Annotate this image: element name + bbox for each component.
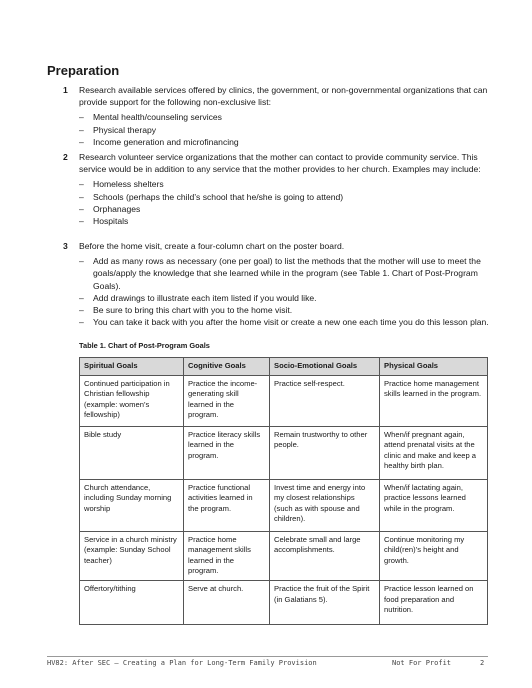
table-cell: Practice lesson learned on food preparation and nutrition. bbox=[380, 580, 488, 624]
goals-table bbox=[79, 357, 488, 625]
sub-list-item: – Schools (perhaps the child’s school that he/she is going to attend) bbox=[79, 191, 344, 202]
sub-list bbox=[79, 255, 489, 328]
item-number: 3 bbox=[63, 241, 68, 251]
sub-list-item: – Add drawings to illustrate each item listed if you would like. bbox=[79, 292, 317, 303]
table-cell: Practice the income-generating skill learned in the program. bbox=[184, 375, 270, 426]
table-row bbox=[80, 426, 488, 479]
sub-list bbox=[79, 178, 489, 227]
table-cell: Invest time and energy into my closest relationships (such as with spouse and children). bbox=[270, 479, 380, 531]
table-row bbox=[80, 375, 488, 426]
sub-list bbox=[79, 111, 489, 148]
item-text: Before the home visit, create a four-column chart on the poster board. bbox=[79, 241, 345, 251]
table-cell: Practice self-respect. bbox=[270, 375, 380, 426]
table-cell: Serve at church. bbox=[184, 580, 270, 624]
page-number: 2 bbox=[480, 659, 485, 667]
sub-list-item: – Homeless shelters bbox=[79, 179, 164, 190]
item-number: 1 bbox=[63, 85, 68, 95]
item-text: Research volunteer service organizations that the mother can contact to provide community service. This service would be in addition to any service that the mother provides to her church. Examples may include: bbox=[79, 152, 481, 175]
column-header: Spiritual Goals bbox=[80, 358, 184, 376]
table-row bbox=[80, 531, 488, 580]
footer-notice: Not For Profit bbox=[392, 659, 452, 667]
sub-list-item: – Mental health/counseling services bbox=[79, 112, 222, 123]
table-cell: Practice functional activities learned in the program. bbox=[184, 479, 270, 531]
sub-list-item: – Hospitals bbox=[79, 216, 129, 227]
sub-list-item: – Physical therapy bbox=[79, 124, 157, 135]
table-cell: Service in a church ministry (example: Sunday School teacher) bbox=[80, 531, 184, 580]
table-row bbox=[80, 479, 488, 531]
table-cell: When/if lactating again, practice lessons learned while in the program. bbox=[380, 479, 488, 531]
table-cell: Remain trustworthy to other people. bbox=[270, 426, 380, 479]
table-cell: Bible study bbox=[80, 426, 184, 479]
sub-list-item: – Add as many rows as necessary (one per goal) to list the methods that the mother will use to meet the goals/apply the knowledge that she learned while in the program (see Table 1. Chart of Post-Program Goals). bbox=[79, 256, 481, 291]
sub-list-item: – Income generation and microfinancing bbox=[79, 136, 239, 147]
sub-list-item: – Be sure to bring this chart with you to the home visit. bbox=[79, 305, 293, 316]
sub-list-item: – Orphanages bbox=[79, 203, 141, 214]
column-header: Cognitive Goals bbox=[184, 358, 270, 376]
table-caption: Table 1. Chart of Post-Program Goals bbox=[79, 341, 210, 350]
table-cell: Practice the fruit of the Spirit (in Galatians 5). bbox=[270, 580, 380, 624]
footer-title: HV82: After SEC – Creating a Plan for Long-Term Family Provision bbox=[47, 659, 317, 667]
table-header-row bbox=[80, 358, 488, 376]
table-row bbox=[80, 580, 488, 624]
sub-list-item: – You can take it back with you after the home visit or create a new one each time you do this lesson plan. bbox=[79, 317, 489, 328]
table-cell: When/if pregnant again, attend prenatal visits at the clinic and make and keep a healthy birth plan. bbox=[380, 426, 488, 479]
table-cell: Celebrate small and large accomplishments. bbox=[270, 531, 380, 580]
item-text: Research available services offered by clinics, the government, or non-governmental organizations that can provide support for the following non-exclusive list: bbox=[79, 85, 488, 108]
table-cell: Continued participation in Christian fellowship (example: women’s fellowship) bbox=[80, 375, 184, 426]
table-cell: Practice home management skills learned in the program. bbox=[184, 531, 270, 580]
table-cell: Continue monitoring my child(ren)’s height and growth. bbox=[380, 531, 488, 580]
table-cell: Practice home management skills learned in the program. bbox=[380, 375, 488, 426]
table-cell: Offertory/tithing bbox=[80, 580, 184, 624]
footer-divider bbox=[47, 656, 488, 657]
column-header: Physical Goals bbox=[380, 358, 488, 376]
item-number: 2 bbox=[63, 152, 68, 162]
column-header: Socio-Emotional Goals bbox=[270, 358, 380, 376]
table-cell: Practice literacy skills learned in the program. bbox=[184, 426, 270, 479]
section-heading: Preparation bbox=[47, 63, 120, 78]
table-cell: Church attendance, including Sunday morning worship bbox=[80, 479, 184, 531]
